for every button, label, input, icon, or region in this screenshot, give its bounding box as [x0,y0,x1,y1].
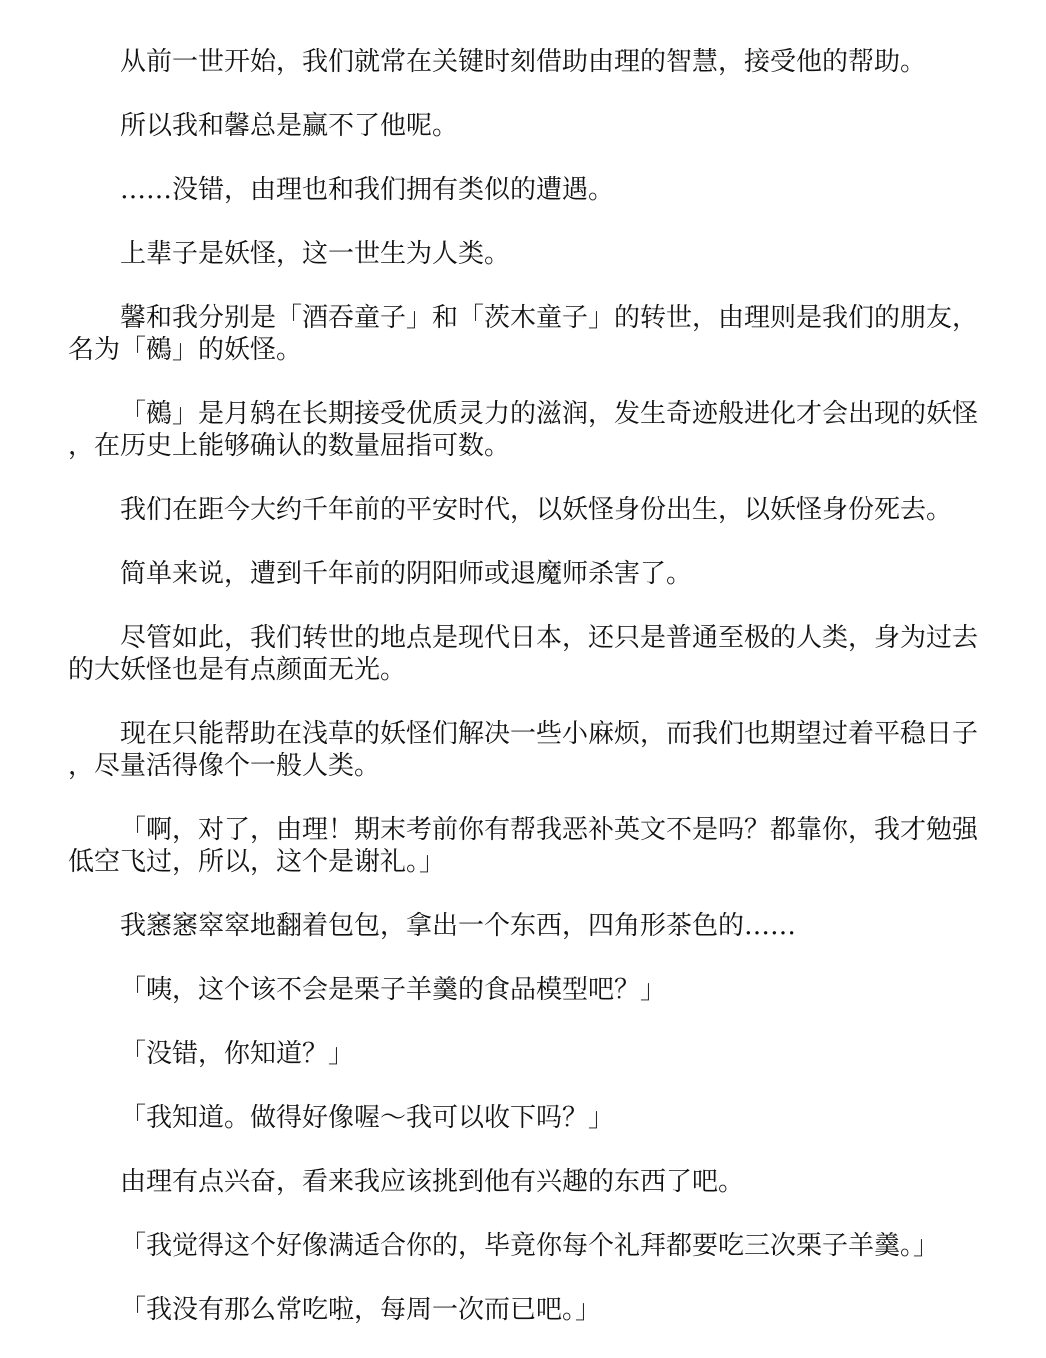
document-page [68,46,980,1358]
paragraph: 「鵺」是月鸫在长期接受优质灵力的滋润，发生奇迹般进化才会出现的妖怪，在历史上能够确认的数量屈指可数。 [68,399,979,461]
paragraph: 馨和我分别是「酒吞童子」和「茨木童子」的转世，由理则是我们的朋友，名为「鵺」的妖怪。 [68,303,979,365]
paragraph: 简单来说，遭到千年前的阴阳师或退魔师杀害了。 [120,559,693,589]
paragraph: 我窸窸窣窣地翻着包包，拿出一个东西，四角形茶色的…… [120,911,797,941]
paragraph: 「咦，这个该不会是栗子羊羹的食品模型吧？」 [120,975,667,1005]
paragraph: 「我没有那么常吃啦，每周一次而已吧。」 [120,1295,602,1325]
paragraph: 所以我和馨总是赢不了他呢。 [120,111,459,141]
paragraph: 「我知道。做得好像喔～我可以收下吗？」 [120,1103,615,1133]
paragraph: 由理有点兴奋，看来我应该挑到他有兴趣的东西了吧。 [120,1167,745,1197]
paragraph: ……没错，由理也和我们拥有类似的遭遇。 [120,175,615,205]
paragraph: 「我觉得这个好像满适合你的，毕竟你每个礼拜都要吃三次栗子羊羹。」 [120,1231,940,1261]
paragraph: 「啊，对了，由理！期末考前你有帮我恶补英文不是吗？都靠你，我才勉强低空飞过，所以，这个是谢礼。」 [68,815,979,877]
paragraph: 「没错，你知道？」 [120,1039,355,1069]
paragraph: 从前一世开始，我们就常在关键时刻借助由理的智慧，接受他的帮助。 [120,47,927,77]
paragraph: 尽管如此，我们转世的地点是现代日本，还只是普通至极的人类，身为过去的大妖怪也是有点颜面无光。 [68,623,979,685]
paragraph: 上辈子是妖怪，这一世生为人类。 [120,239,511,269]
paragraph: 现在只能帮助在浅草的妖怪们解决一些小麻烦，而我们也期望过着平稳日子，尽量活得像个一般人类。 [68,719,979,781]
paragraph: 我们在距今大约千年前的平安时代，以妖怪身份出生，以妖怪身份死去。 [120,495,953,525]
